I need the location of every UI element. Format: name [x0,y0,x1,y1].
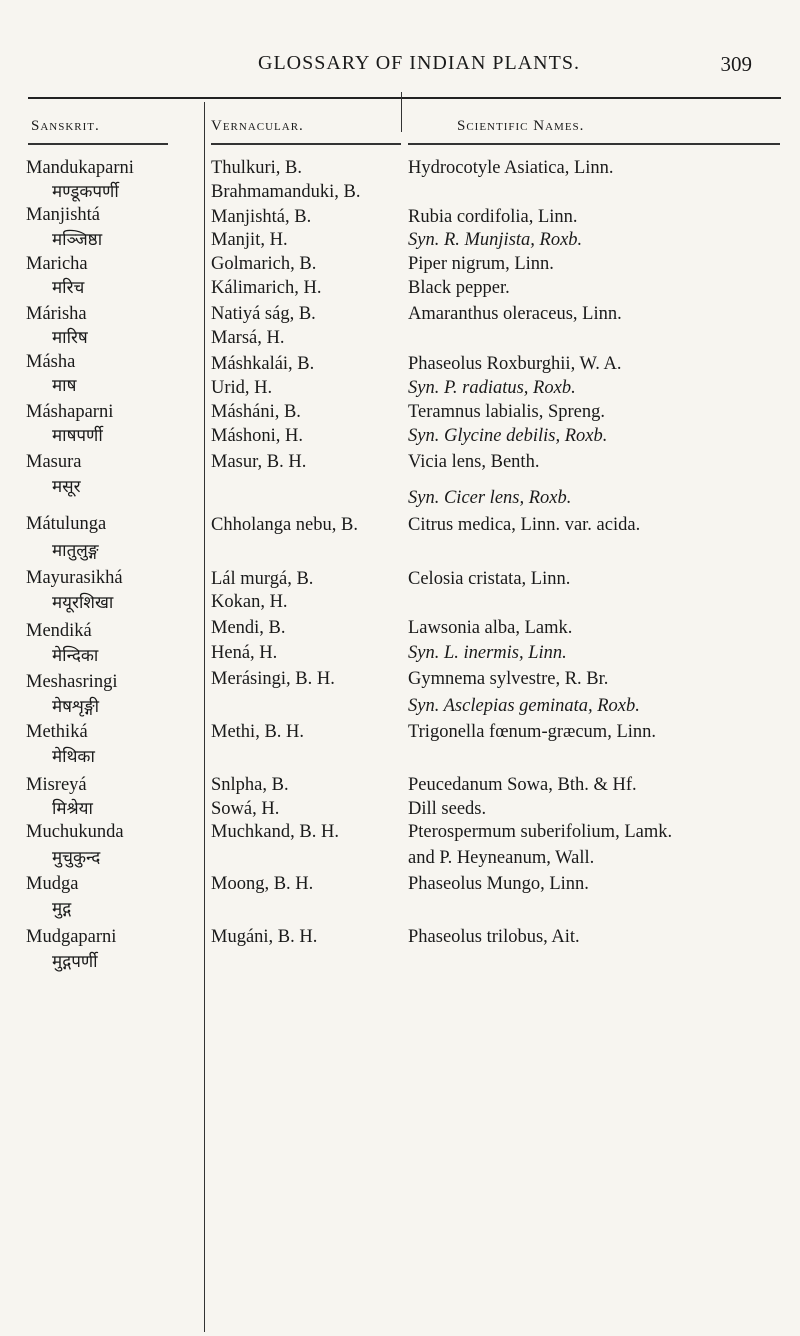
scientific-name: Peucedanum Sowa, Bth. & Hf. [408,775,637,795]
vernacular-name: Snlpha, B. [211,775,289,795]
sanskrit-heading: Sanskrit. [31,118,100,134]
vernacular-name: Muchkand, B. H. [211,822,339,842]
sanskrit-term: Máshaparni [26,402,114,422]
devanagari-term: मञ्जिष्ठा [52,230,103,250]
page-header [0,52,800,82]
vernacular-name: Merásingi, B. H. [211,669,335,689]
scientific-name: and P. Heyneanum, Wall. [408,848,595,868]
devanagari-term: मिश्रेया [52,799,93,819]
vernacular-name: Mugáni, B. H. [211,927,318,947]
sanskrit-term: Masura [26,452,82,472]
scientific-name: Dill seeds. [408,799,487,819]
scientific-name: Syn. P. radiatus, Roxb. [408,378,576,398]
vernacular-name: Máshoni, H. [211,426,303,446]
sanskrit-term: Misreyá [26,775,87,795]
devanagari-term: मेन्दिका [52,646,99,666]
scientific-name: Rubia cordifolia, Linn. [408,207,578,227]
devanagari-term: माष [52,376,77,396]
scientific-name: Teramnus labialis, Spreng. [408,402,606,422]
devanagari-term: मण्डूकपर्णी [52,182,119,202]
sanskrit-term: Muchukunda [26,822,124,842]
column-divider [204,102,205,1332]
vernacular-name: Sowá, H. [211,799,280,819]
page-number: 309 [720,52,752,76]
sanskrit-term: Másha [26,352,76,372]
sanskrit-term: Manjishtá [26,205,100,225]
vernacular-name: Máshkalái, B. [211,354,315,374]
scientific-name: Gymnema sylvestre, R. Br. [408,669,609,689]
vernacular-name: Manjit, H. [211,230,288,250]
scientific-name: Syn. Glycine debilis, Roxb. [408,426,608,446]
vernacular-name: Methi, B. H. [211,722,305,742]
vernacular-name: Másháni, B. [211,402,301,422]
sanskrit-term: Mudga [26,874,79,894]
heading-rule [211,143,401,145]
devanagari-term: माषपर्णी [52,426,103,446]
sanskrit-term: Mayurasikhá [26,568,123,588]
devanagari-term: मेथिका [52,747,95,767]
scientific-name: Black pepper. [408,278,510,298]
vernacular-name: Brahmamanduki, B. [211,182,361,202]
scientific-name: Syn. L. inermis, Linn. [408,643,567,663]
scientific-name: Vicia lens, Benth. [408,452,540,472]
scientific-name: Phaseolus Mungo, Linn. [408,874,589,894]
sanskrit-term: Mudgaparni [26,927,117,947]
vernacular-name: Golmarich, B. [211,254,317,274]
sanskrit-term: Mátulunga [26,514,107,534]
vernacular-name: Natiyá ság, B. [211,304,316,324]
vernacular-name: Kokan, H. [211,592,288,612]
scientific-name: Lawsonia alba, Lamk. [408,618,573,638]
vernacular-name: Hená, H. [211,643,278,663]
sanskrit-term: Márisha [26,304,87,324]
scientific-name: Hydrocotyle Asiatica, Linn. [408,158,614,178]
devanagari-term: मयूरशिखा [52,593,114,613]
vernacular-name: Lál murgá, B. [211,569,314,589]
vernacular-name: Kálimarich, H. [211,278,322,298]
vernacular-name: Moong, B. H. [211,874,314,894]
sanskrit-term: Mendiká [26,621,92,641]
heading-rule [408,143,780,145]
vernacular-name: Manjishtá, B. [211,207,312,227]
top-rule [28,97,781,99]
scientific-name: Syn. Asclepias geminata, Roxb. [408,696,640,716]
scientific-name: Syn. Cicer lens, Roxb. [408,488,572,508]
scientific-heading: Scientific Names. [457,118,585,134]
scientific-name: Amaranthus oleraceus, Linn. [408,304,622,324]
scientific-name: Piper nigrum, Linn. [408,254,554,274]
running-title: GLOSSARY OF INDIAN PLANTS. [258,52,580,74]
vernacular-name: Thulkuri, B. [211,158,302,178]
vernacular-name: Mendi, B. [211,618,286,638]
heading-rule [28,143,168,145]
scientific-name: Phaseolus Roxburghii, W. A. [408,354,622,374]
scientific-name: Phaseolus trilobus, Ait. [408,927,580,947]
sanskrit-term: Maricha [26,254,88,274]
devanagari-term: मुद्ग [52,899,72,919]
vernacular-name: Masur, B. H. [211,452,307,472]
devanagari-term: मुचुकुन्द [52,848,101,868]
devanagari-term: मातुलुङ्ग [52,541,99,561]
vernacular-name: Chholanga nebu, B. [211,515,358,535]
sanskrit-term: Methiká [26,722,88,742]
vernacular-heading: Vernacular. [211,118,304,134]
vernacular-name: Urid, H. [211,378,273,398]
sanskrit-term: Mandukaparni [26,158,134,178]
devanagari-term: मरिच [52,278,85,298]
devanagari-term: मारिष [52,328,88,348]
devanagari-term: मेषशृङ्गी [52,697,99,717]
vernacular-name: Marsá, H. [211,328,285,348]
scientific-name: Pterospermum suberifolium, Lamk. [408,822,673,842]
scientific-name: Syn. R. Munjista, Roxb. [408,230,583,250]
scientific-name: Celosia cristata, Linn. [408,569,571,589]
scientific-name: Citrus medica, Linn. var. acida. [408,515,641,535]
sanskrit-term: Meshasringi [26,672,118,692]
devanagari-term: मुद्गपर्णी [52,952,98,972]
column-divider [401,92,402,132]
scientific-name: Trigonella fœnum-græcum, Linn. [408,722,657,742]
devanagari-term: मसूर [52,477,81,497]
